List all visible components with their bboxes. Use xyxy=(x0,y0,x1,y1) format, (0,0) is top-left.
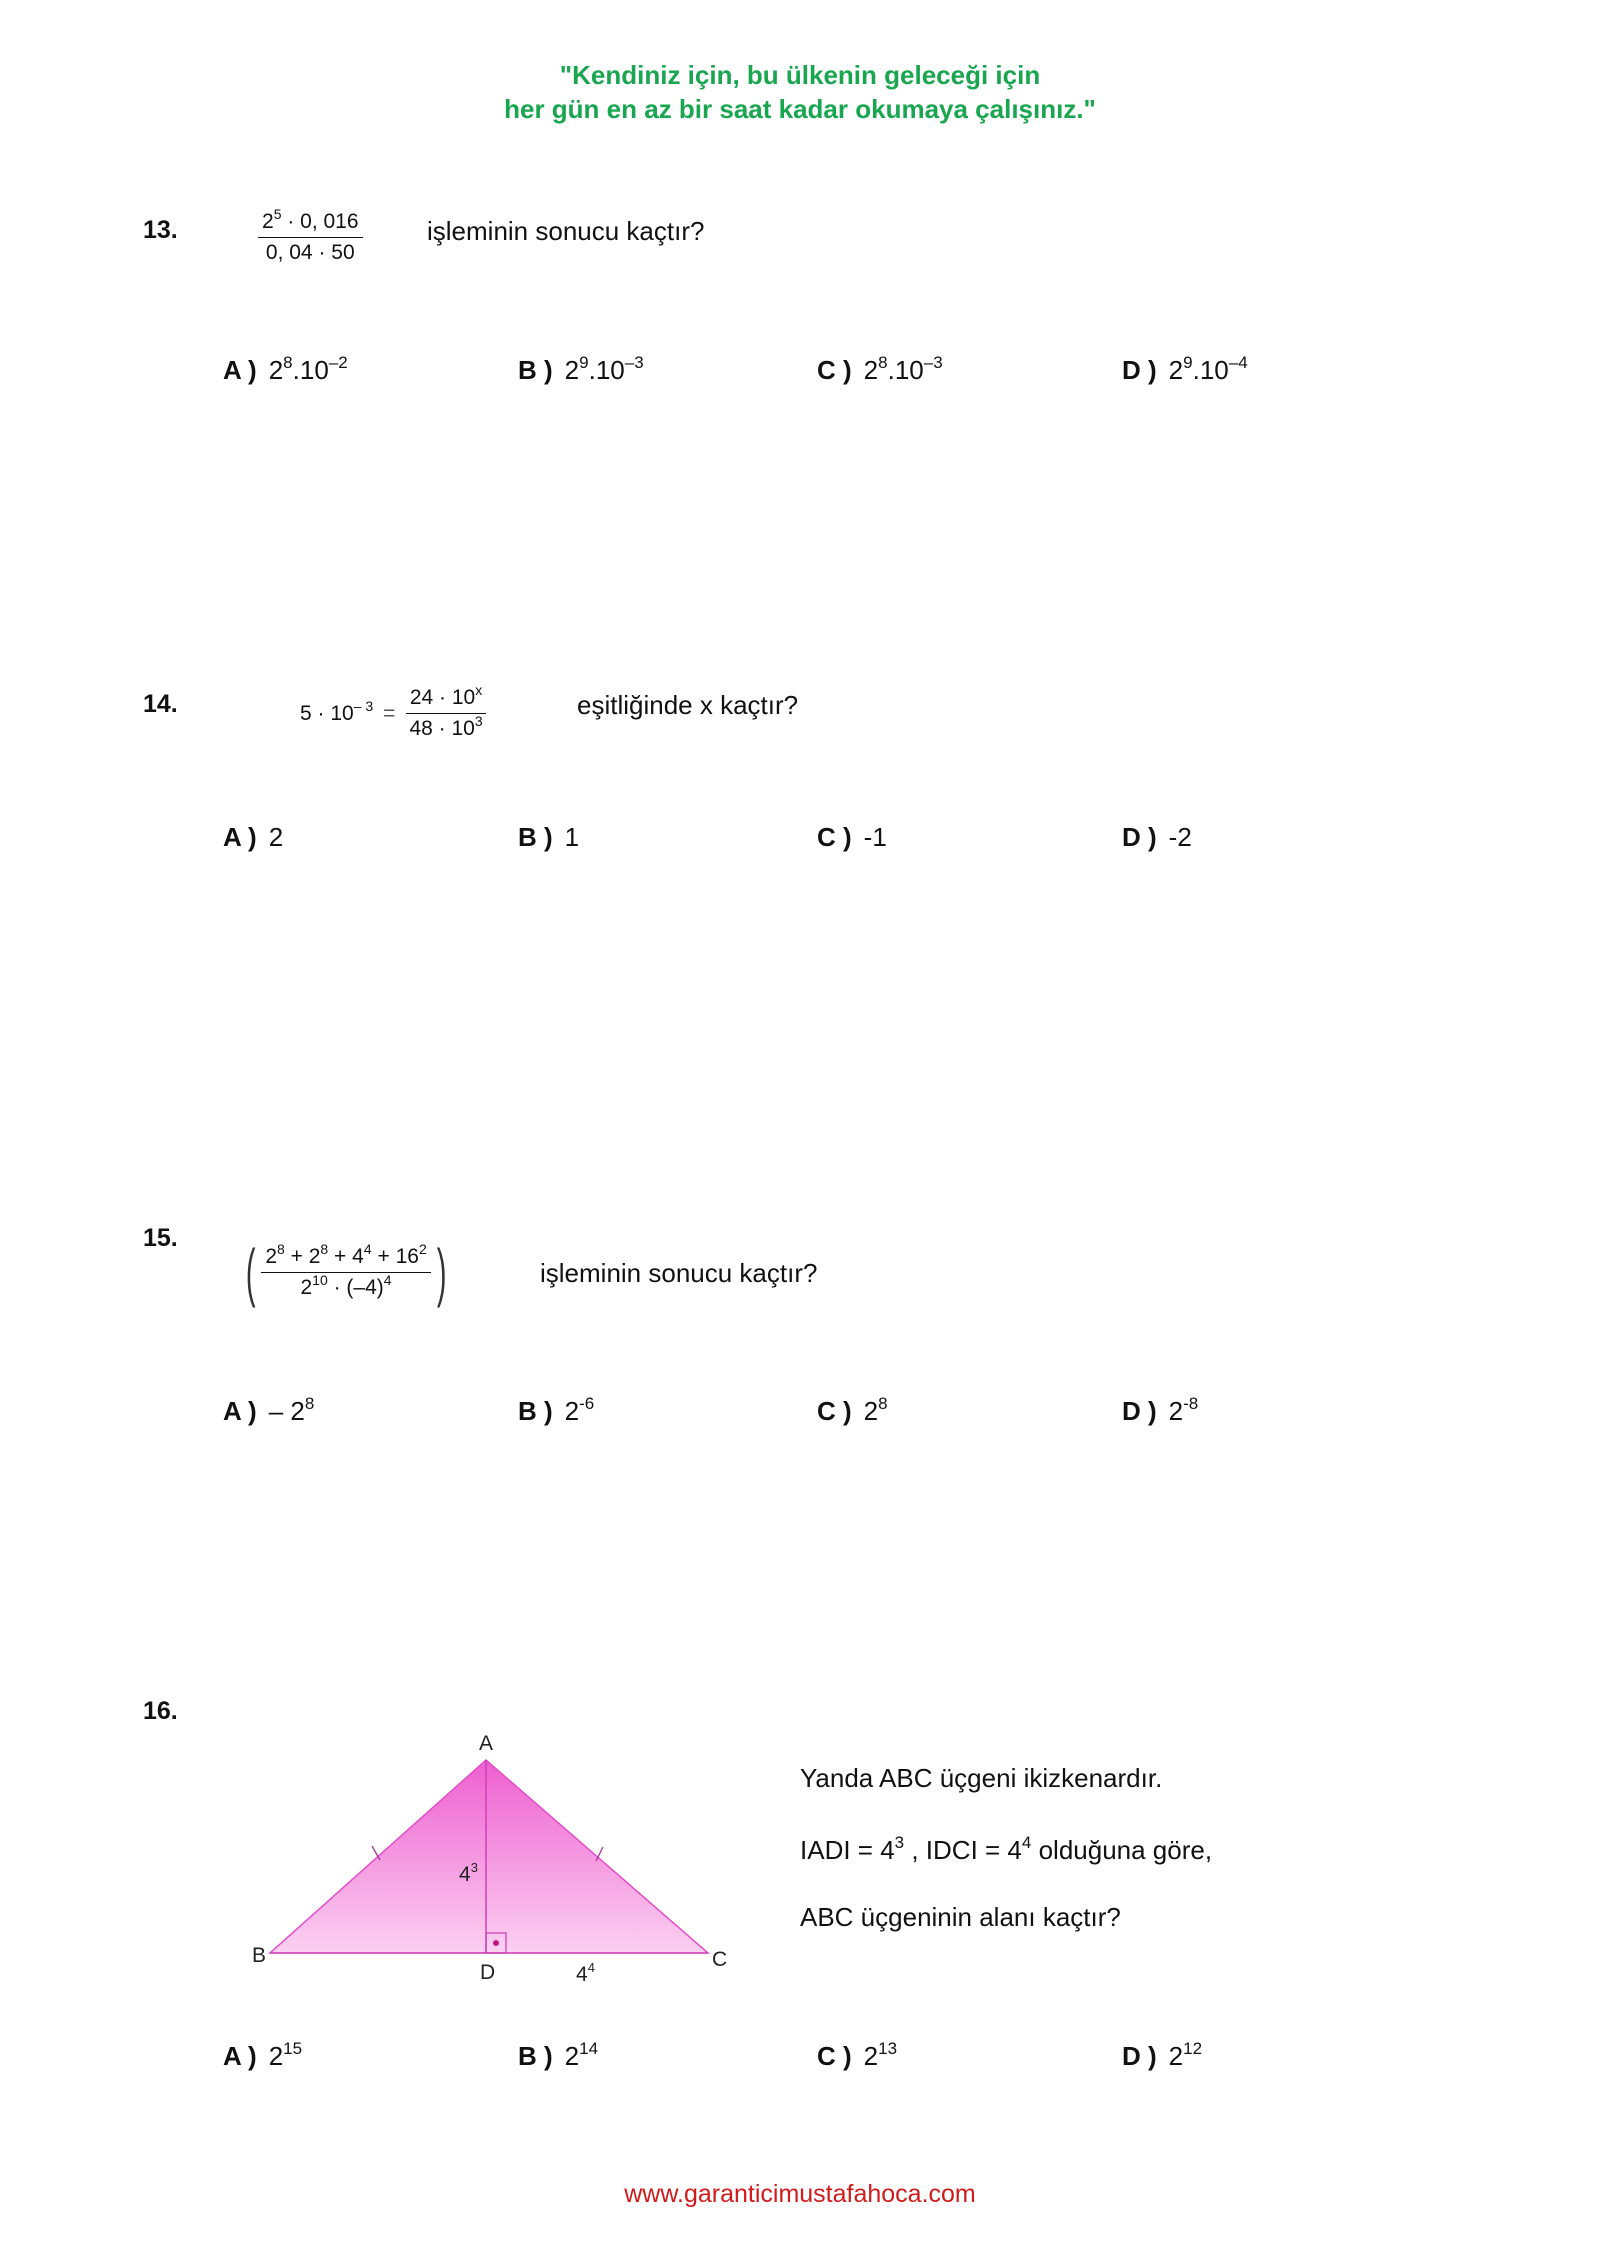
question-16-number: 16. xyxy=(143,1697,178,1725)
question-13-text: işleminin sonucu kaçtır? xyxy=(427,216,705,246)
question-16-line-2: IADI = $4^3$ , IDCI = $4^4$ olduğuna göre, xyxy=(800,1833,1213,1865)
question-14-number: 14. xyxy=(143,690,178,718)
q13-option-a[interactable]: A ) $2^8.10^{-2}$ xyxy=(223,353,348,385)
q15-option-d[interactable]: D ) $2^{-8}$ xyxy=(1122,1394,1199,1426)
q16-option-a[interactable]: A ) $2^{15}$ xyxy=(223,2039,303,2071)
q16-option-c[interactable]: C ) $2^{13}$ xyxy=(817,2039,898,2071)
question-13-number: 13. xyxy=(143,216,178,244)
footer-website-link[interactable]: www.garanticimustafahoca.com xyxy=(624,2180,976,2208)
triangle-abc xyxy=(270,1760,708,1953)
question-16-line-1: Yanda ABC üçgeni ikizkenardır. xyxy=(800,1763,1163,1793)
q14-option-a[interactable]: A ) 2 xyxy=(223,822,284,852)
vertex-b-label: B xyxy=(252,1944,267,1967)
foot-d-label: D xyxy=(480,1961,496,1984)
q14-option-d[interactable]: D ) -2 xyxy=(1122,822,1192,852)
q13-option-c[interactable]: C ) $2^8.10^{-3}$ xyxy=(817,353,943,385)
q16-option-b[interactable]: B ) $2^{14}$ xyxy=(518,2039,599,2071)
question-15-text: işleminin sonucu kaçtır? xyxy=(540,1258,818,1288)
q14-option-b[interactable]: B ) 1 xyxy=(518,822,580,852)
right-parenthesis-icon: ) xyxy=(436,1236,447,1308)
right-angle-dot xyxy=(493,1940,499,1946)
q13-option-b[interactable]: B ) $2^9.10^{-3}$ xyxy=(518,353,644,385)
question-15-number: 15. xyxy=(143,1224,178,1252)
question-14-expression: $5 \cdot 10^{- 3}$ = $\frac{24 \cdot 10^x}{48 \cdot 10^3}$ xyxy=(300,686,487,741)
q14-option-c[interactable]: C ) -1 xyxy=(817,822,887,852)
motto-line-1: "Kendiniz için, bu ülkenin geleceği için xyxy=(559,60,1041,90)
vertex-c-label: C xyxy=(712,1948,728,1971)
q16-option-d[interactable]: D ) $2^{12}$ xyxy=(1122,2039,1203,2071)
q15-option-b[interactable]: B ) $2^{-6}$ xyxy=(518,1394,595,1426)
question-13-expression: $\frac{2^5 \cdot 0, 016}{0, 04 \cdot 50}$ xyxy=(258,210,363,265)
question-15-expression: ( $\frac{2^8 + 2^8 + 4^4 + 16^2}{2^{10} \cdot (-4)^4}$ ) xyxy=(245,1236,447,1308)
q15-option-c[interactable]: C ) $2^8$ xyxy=(817,1394,888,1426)
question-14-text: eşitliğinde x kaçtır? xyxy=(577,690,799,720)
vertex-a-label: A xyxy=(478,1732,494,1755)
motto-line-2: her gün en az bir saat kadar okumaya çalışınız." xyxy=(504,94,1096,124)
q13-option-d[interactable]: D ) $2^9.10^{-4}$ xyxy=(1122,353,1248,385)
left-parenthesis-icon: ( xyxy=(245,1236,256,1308)
ad-length-label: $4^3$ xyxy=(459,1860,478,1886)
question-16-line-3: ABC üçgeninin alanı kaçtır? xyxy=(800,1902,1121,1932)
q15-option-a[interactable]: A ) – $2^8$ xyxy=(223,1394,315,1426)
triangle-figure xyxy=(230,1720,750,1990)
dc-length-label: $4^4$ xyxy=(576,1960,595,1986)
